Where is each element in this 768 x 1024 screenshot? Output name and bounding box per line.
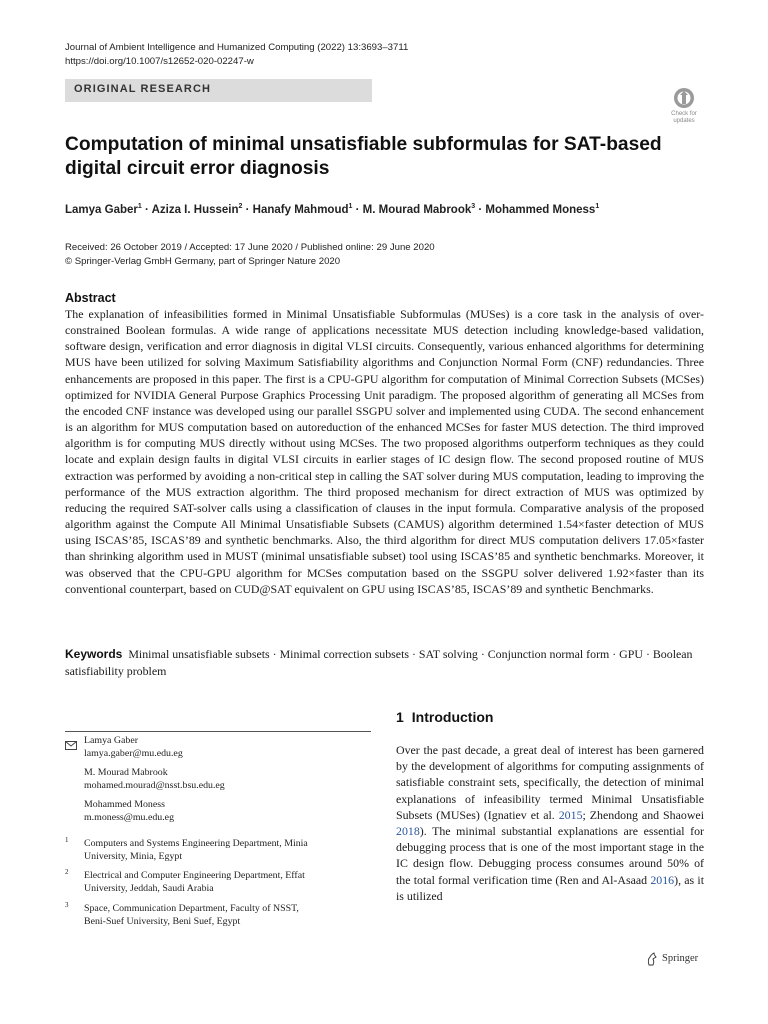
intro-text: ). The minimal substantial explanations are essential for debugging process that is one of the most important stage in the IC design flow. Debugging process consumes around 50% of the total formal verification time (Ren and Al-Asaad	[396, 824, 704, 887]
affiliation-number: 3	[65, 901, 69, 909]
check-for-updates-badge[interactable]	[664, 85, 704, 125]
author-affiliation: 1	[595, 203, 600, 210]
correspondence-author	[84, 734, 183, 760]
intro-text: ; Zhendong and Shaowei	[582, 807, 704, 822]
citation-link[interactable]: 2018	[396, 824, 420, 839]
author-affiliation: 2	[238, 203, 243, 210]
correspondence-name: Lamya Gaber	[84, 735, 139, 746]
correspondence-author	[84, 798, 174, 824]
check-updates-icon	[664, 85, 704, 125]
introduction-paragraph	[396, 742, 704, 904]
correspondence-name: Mohammed Moness	[84, 799, 165, 810]
author-name[interactable]: Mohammed Moness	[485, 203, 596, 216]
keywords-heading: Keywords	[65, 647, 123, 661]
publisher-name: Springer	[662, 953, 699, 964]
article-type-label: ORIGINAL RESEARCH	[74, 83, 212, 95]
affiliation-number: 2	[65, 868, 69, 876]
author-list: Lamya Gaber$^1$ · Aziza I. Hussein$^2$ · Hanafy Mahmoud$^1$ · M. Mourad Mabrook$^3$ · Mohammed Moness$^1$	[65, 203, 600, 216]
affiliation-line: University, Minia, Egypt	[84, 851, 183, 862]
author-name[interactable]: M. Mourad Mabrook	[362, 203, 472, 216]
affiliation-line: Space, Communication Department, Faculty of NSST,	[84, 903, 299, 914]
abstract-heading: Abstract	[65, 291, 116, 305]
abstract-text: The explanation of infeasibilities formed in Minimal Unsatisfiable Subformulas (MUSes) is a core task in the analysis of over-constrained Boolean formulas. A wide range of applications necessitate MUS detection including knowledge-based validation, software design, verification and error diagnosis in digital VLSI circuits. Consequently, various enhanced algorithms for determining MUS have been utilized for solving Maximum Satisfiability algorithms and Conjunction Normal Form (CNF) redundancies. Three enhancements are proposed in this paper. The first is a CPU-GPU algorithm for computation of Minimal Correction Subsets (MCSes) optimized for NVIDIA General Purpose Graphics Processing Unit paradigm. The proposed algorithm of generating all MCSes from the encoded CNF instance was developed using our parallel SSGPU solver and implemented using CUDA. The second enhancement is an algorithm for MUS computation based on autoreduction of the enhanced MCSes for faster MUS detection. The third improved algorithm is for computing MUS directly without using MCSes. The two proposed algorithms outperform techniques as they could locate and explain design faults in digital VLSI circuits in earlier stages of IC design flow. The second proposed routine of MUS extraction was performed by avoiding a non-critical step in calling the SAT solver during MUS computation, leading to improving the performance of the MUS extraction algorithm. The third proposed mechanism for direct extraction of MUS was optimized by reducing the required SAT-solver calls using a classification of clauses in the input formula. Comparative analysis of the proposed algorithm against the Compute All Minimal Unsatisfiable Subsets (CAMUS) algorithm determined 1.54×faster detection of MUS using ISCAS’85, ISCAS’89 and synthetic benchmarks. Also, the third algorithm for direct MUS computation delivers 17.05×faster than shrinking algorithm used in MUST (minimal unsatisfiable subset) tool using ISCAS’85 and synthetic benchmarks. Moreover, it was observed that the CPU-GPU algorithm for MCSes computation based on the SSGPU solver delivered 1.92×faster than its conventional counterpart, based on CUD@SAT equivalent on GPU using ISCAS’85, ISCAS’89 and synthetic Benchmarks.	[65, 307, 704, 596]
affiliation-number: 1	[65, 836, 69, 844]
intro-text: Over the past decade, a great deal of interest has been garnered by the development of algorithms for computing assignments of satisfiable constraint sets, specifically, the detection of minimal explanations of infeasibility termed Minimal Unsatisfiable Subsets (MUSes) (Ignatiev et al.	[396, 743, 704, 822]
citation-link[interactable]: 2015	[558, 807, 583, 822]
copyright-line: © Springer-Verlag GmbH Germany, part of Springer Nature 2020	[65, 256, 341, 267]
affiliation-line: Electrical and Computer Engineering Department, Effat	[84, 870, 305, 881]
citation-link[interactable]: 2016	[650, 872, 675, 887]
title-line-2: digital circuit error diagnosis	[65, 158, 330, 179]
affiliation	[84, 869, 305, 895]
section-heading-introduction	[396, 709, 493, 725]
badge-text-1: Check for	[671, 111, 697, 117]
section-number: 1	[396, 709, 404, 725]
affiliation	[84, 837, 308, 863]
correspondence-author	[84, 766, 225, 792]
footnote-divider	[65, 731, 371, 732]
correspondence-email[interactable]: m.moness@mu.edu.eg	[84, 812, 175, 823]
envelope-icon	[65, 737, 77, 746]
badge-text-2: updates	[673, 118, 695, 124]
keywords-text: Minimal unsatisfiable subsets · Minimal correction subsets · SAT solving · Conjunction normal form · GPU · Boolean satisfiability problem	[65, 647, 693, 678]
journal-citation: Journal of Ambient Intelligence and Humanized Computing (2022) 13:3693–3711	[65, 42, 409, 53]
affiliation-line: University, Jeddah, Saudi Arabia	[84, 883, 214, 894]
author-affiliation: 1	[348, 203, 353, 210]
doi-link[interactable]: https://doi.org/10.1007/s12652-020-02247-w	[65, 56, 254, 67]
article-title	[65, 133, 685, 181]
springer-logo-icon	[646, 952, 658, 971]
history-dates: Received: 26 October 2019 / Accepted: 17 June 2020 / Published online: 29 June 2020	[65, 242, 435, 253]
affiliation-line: Computers and Systems Engineering Department, Minia	[84, 838, 308, 849]
author-name[interactable]: Hanafy Mahmoud	[252, 203, 349, 216]
keywords-block	[65, 646, 704, 679]
journal-header	[65, 41, 408, 69]
intro-text: ), as it is utilized	[396, 872, 705, 903]
affiliation-line: Beni-Suef University, Beni Suef, Egypt	[84, 916, 241, 927]
affiliation	[84, 902, 299, 928]
author-name[interactable]: Aziza I. Hussein	[151, 203, 239, 216]
title-line-1: Computation of minimal unsatisfiable subformulas for SAT-based	[65, 134, 662, 155]
author-affiliation: 1	[137, 203, 142, 210]
section-title: Introduction	[411, 709, 494, 725]
publication-dates	[65, 241, 435, 269]
correspondence-email[interactable]: mohamed.mourad@nsst.bsu.edu.eg	[84, 780, 225, 791]
author-affiliation: 3	[471, 203, 476, 210]
correspondence-name: M. Mourad Mabrook	[84, 767, 168, 778]
correspondence-email[interactable]: lamya.gaber@mu.edu.eg	[84, 748, 183, 759]
author-name[interactable]: Lamya Gaber	[65, 203, 138, 216]
